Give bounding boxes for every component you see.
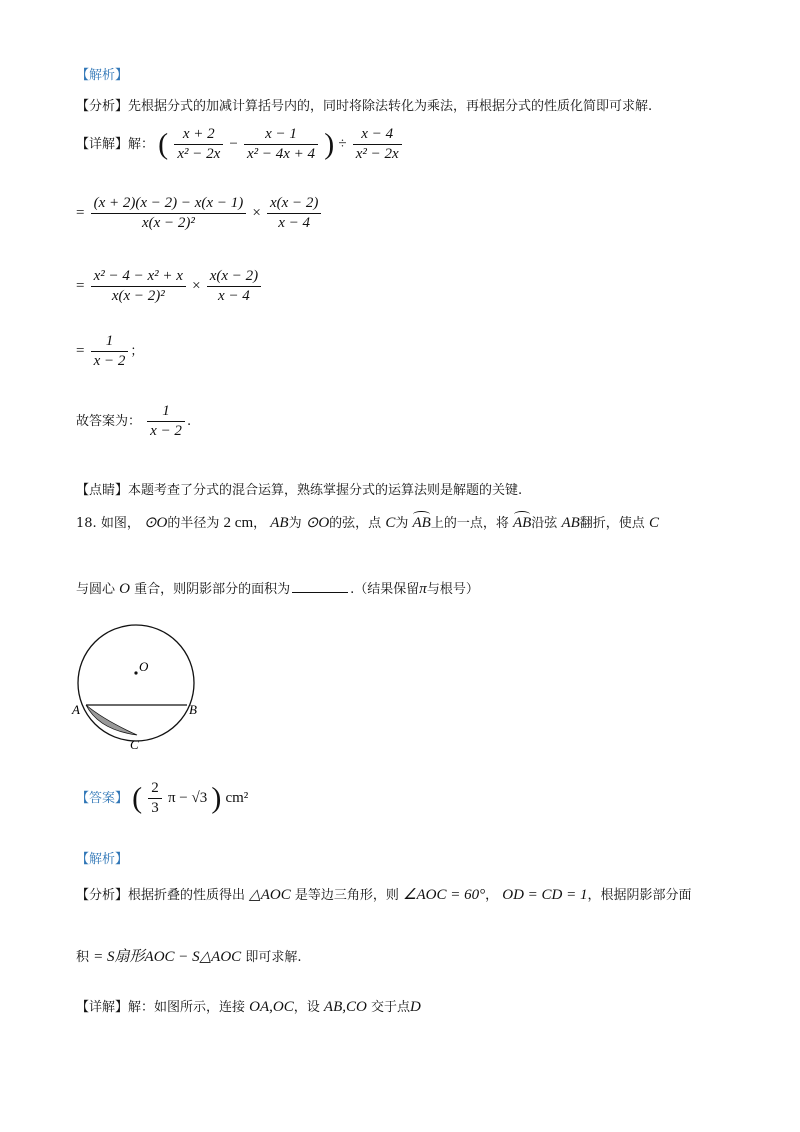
paren-close: )	[324, 127, 335, 161]
fenxi-paragraph-2: 【分析】根据折叠的性质得出 △AOC 是等边三角形，则 ∠AOC = 60°， OD = CD = 1，根据阴影部分面	[76, 887, 692, 903]
answer-blank	[292, 592, 348, 593]
circle-o	[78, 625, 194, 741]
jiexi-label-2: 【解析】	[76, 852, 129, 867]
dianjing-paragraph	[76, 479, 522, 498]
fenxi-label: 【分析】	[76, 99, 129, 114]
dianjing-text: 本题考查了分式的混合运算，熟练掌握分式的运算法则是解题的关键.	[128, 483, 523, 498]
jiexi-label: 【解析】	[76, 68, 129, 83]
fraction-2: $\frac{x - 1}{\text{x² − 4x + 4}}$	[244, 126, 318, 163]
xiangjie-paragraph-2: 【详解】解：如图所示，连接 OA,OC，设 AB,CO 交于点D	[76, 999, 421, 1015]
label-o: O	[139, 659, 149, 674]
daan-label: 【答案】	[76, 791, 129, 806]
arc-ab: AB	[412, 515, 431, 531]
step-1: = $\frac{(x + 2)(x - 2) - x(x - 1)}{\text{x(x − 2)²}}$ × $\frac{x(x - 2)}{x - 4}$	[76, 195, 323, 232]
xiangjie-expression: 【详解】解： ( $\frac{x + 2}{\text{x² − 2x}}$ − $\frac{x - 1}{\text{x² − 4x + 4}}$ ) ÷ $\frac{x - 4}{\text{x² − 2x}}$	[76, 126, 404, 163]
daan-line: 【答案】 ( $\frac{2}{3}$ π − √3 ) cm²	[76, 780, 249, 816]
fenxi-paragraph	[76, 95, 652, 114]
area-formula: = S扇形AOC − S△AOC	[93, 949, 242, 965]
arc-ab: AB	[512, 515, 532, 531]
problem-18-line-2: 与圆心 O 重合，则阴影部分的面积为 .（结果保留π与根号）	[76, 581, 479, 597]
fraction-3: $\frac{x - 4}{\text{x² − 2x}}$	[353, 126, 402, 163]
label-a: A	[72, 702, 80, 717]
circle-figure	[66, 620, 216, 760]
final-answer: 故答案为： $\frac{1}{x - 2}$ .	[76, 403, 192, 439]
step-3: = $\frac{1}{x - 2}$ ；	[76, 333, 144, 369]
unit: cm²	[225, 790, 249, 806]
center-point	[134, 671, 137, 674]
shaded-region	[86, 705, 137, 735]
answer-prefix: 故答案为：	[76, 414, 142, 429]
xiangjie-label: 【详解】	[76, 137, 129, 152]
label-c: C	[130, 737, 139, 752]
problem-18-line-1: 18. 如图， ⊙O的半径为 2 cm， AB为 ⊙O的弦，点 C为 AB上的一点，将 AB沿弦 AB翻折，使点 C	[76, 515, 659, 531]
step-2: = $\frac{\text{x² − 4 − x² + x}}{\text{x(x − 2)²}}$ × $\frac{x(x - 2)}{x - 4}$	[76, 268, 263, 305]
dianjing-label: 【点睛】	[76, 483, 129, 498]
problem-number: 18.	[76, 516, 101, 531]
fraction-1: $\frac{x + 2}{\text{x² − 2x}}$	[174, 126, 223, 163]
xiangjie-prefix: 解：	[128, 137, 155, 152]
paren-open: (	[158, 127, 169, 161]
fenxi-text: 先根据分式的加减计算括号内的，同时将除法转化为乘法，再根据分式的性质化简即可求解.	[128, 99, 653, 114]
area-line: 积 = S扇形AOC − S△AOC 即可求解.	[76, 949, 302, 965]
label-b: B	[189, 702, 197, 717]
